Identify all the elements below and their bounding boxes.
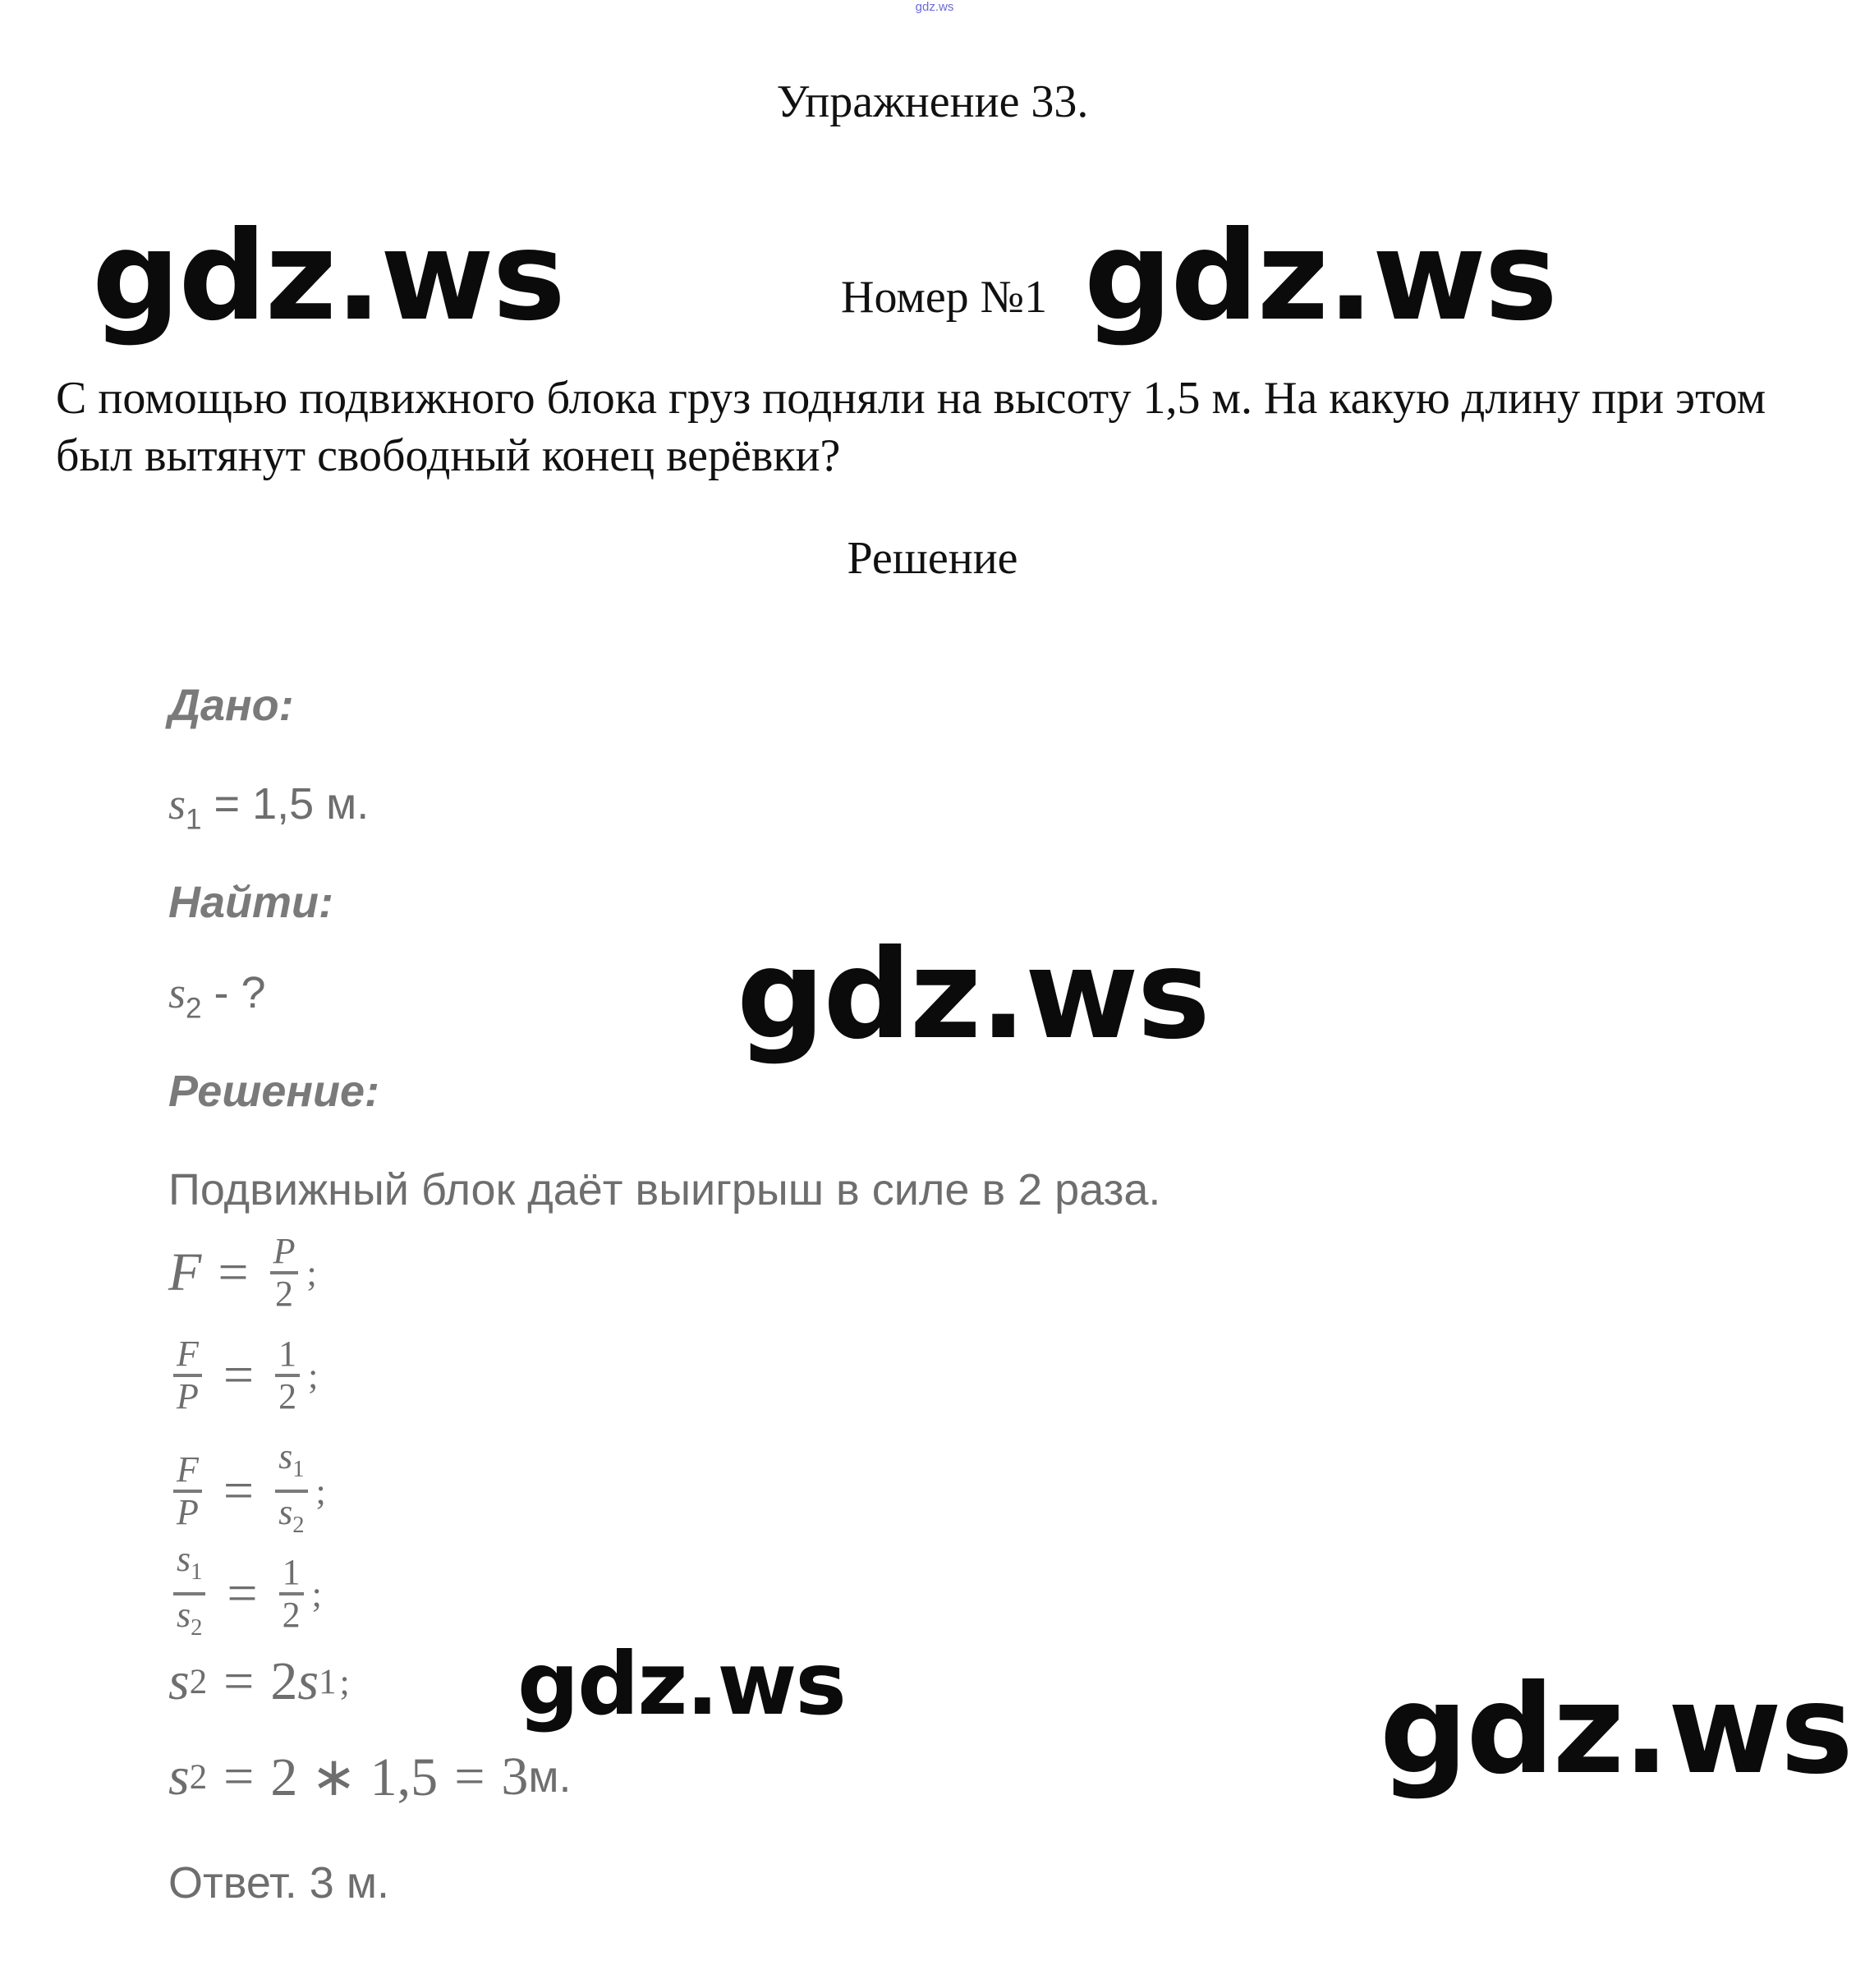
given-label: Дано:	[168, 681, 294, 730]
given-rest: = 1,5 м.	[201, 779, 370, 829]
answer-text: Ответ. 3 м.	[168, 1858, 389, 1908]
fraction-numerator: F	[173, 1450, 202, 1493]
find-value	[168, 967, 266, 1025]
fraction-denominator: P	[177, 1492, 199, 1532]
fraction-denominator: $s_2$	[177, 1595, 203, 1641]
fraction-numerator: P	[270, 1232, 299, 1274]
formula-4-lhs	[173, 1540, 205, 1648]
equals-sign: =	[227, 1563, 258, 1623]
given-value	[168, 778, 369, 836]
watermark-logo: gdz.ws	[1380, 1659, 1852, 1802]
equals-sign: =	[223, 1651, 255, 1711]
formula-1-lhs: F	[168, 1242, 202, 1302]
formula-5-end: ;	[339, 1661, 350, 1702]
equals-sign: =	[223, 1345, 255, 1405]
formula-1	[168, 1232, 317, 1314]
solution-heading: Решение	[847, 533, 1018, 584]
watermark-logo: gdz.ws	[737, 924, 1209, 1067]
formula-4-rhs	[279, 1553, 304, 1635]
formula-2	[168, 1334, 318, 1416]
formula-4-end: ;	[311, 1573, 322, 1614]
equals-sign: =	[223, 1747, 255, 1807]
formula-6-unit: м.	[528, 1752, 572, 1802]
explanation-text: Подвижный блок даёт выигрыш в силе в 2 раза.	[168, 1165, 1161, 1214]
fraction-numerator: 1	[275, 1334, 300, 1377]
given-var: s	[168, 779, 186, 829]
equals-sign: =	[223, 1461, 255, 1521]
fraction-denominator: $s_2$	[278, 1492, 305, 1538]
formula-5-lhs-var: s	[168, 1651, 190, 1711]
fraction-numerator: F	[173, 1334, 202, 1377]
find-sub: 2	[186, 992, 202, 1025]
formula-5-rhs-var: s	[297, 1651, 319, 1711]
watermark-logo: gdz.ws	[92, 205, 564, 348]
watermark-logo: gdz.ws	[517, 1634, 845, 1734]
formula-6-result: 3	[501, 1747, 529, 1807]
fraction-numerator: $s_1$	[173, 1540, 205, 1595]
formula-6	[168, 1745, 572, 1809]
formula-6-lhs-var: s	[168, 1747, 190, 1807]
find-var: s	[168, 968, 186, 1017]
formula-3	[168, 1437, 326, 1545]
equals-sign: =	[454, 1747, 485, 1807]
fraction-denominator: 2	[282, 1595, 301, 1635]
equals-sign: =	[218, 1242, 249, 1302]
formula-5	[168, 1651, 350, 1713]
formula-5-coef: 2	[270, 1651, 298, 1711]
formula-5-rhs-sub: 1	[319, 1662, 337, 1701]
exercise-title: Упражнение 33.	[776, 76, 1089, 127]
fraction-denominator: 2	[275, 1274, 293, 1314]
formula-1-end: ;	[306, 1252, 317, 1293]
number-title: Номер №1	[841, 272, 1048, 323]
fraction-denominator: 2	[278, 1376, 297, 1416]
formula-4	[168, 1540, 322, 1648]
formula-2-rhs	[275, 1334, 300, 1416]
fraction-numerator: 1	[279, 1553, 304, 1595]
formula-2-lhs	[173, 1334, 202, 1416]
problem-text: С помощью подвижного блока груз подняли на высоту 1,5 м. На какую длину при этом был вытянут свободный конец верёвки?	[56, 373, 1766, 481]
formula-5-lhs-sub: 2	[189, 1662, 208, 1701]
formula-2-end: ;	[308, 1355, 319, 1396]
formula-6-expr: 2 ∗ 1,5	[270, 1747, 439, 1807]
watermark-logo: gdz.ws	[1084, 205, 1556, 348]
formula-3-lhs	[173, 1450, 202, 1532]
given-sub: 1	[186, 803, 202, 836]
formula-3-end: ;	[315, 1471, 326, 1512]
find-label: Найти:	[168, 878, 333, 927]
top-watermark: gdz.ws	[915, 0, 954, 14]
solution-label: Решение:	[168, 1067, 380, 1116]
fraction-numerator: $s_1$	[275, 1437, 307, 1493]
find-rest: - ?	[201, 968, 266, 1017]
formula-1-fraction	[270, 1232, 299, 1314]
formula-6-lhs-sub: 2	[189, 1757, 208, 1797]
formula-3-rhs	[275, 1437, 307, 1545]
fraction-denominator: P	[177, 1376, 199, 1416]
